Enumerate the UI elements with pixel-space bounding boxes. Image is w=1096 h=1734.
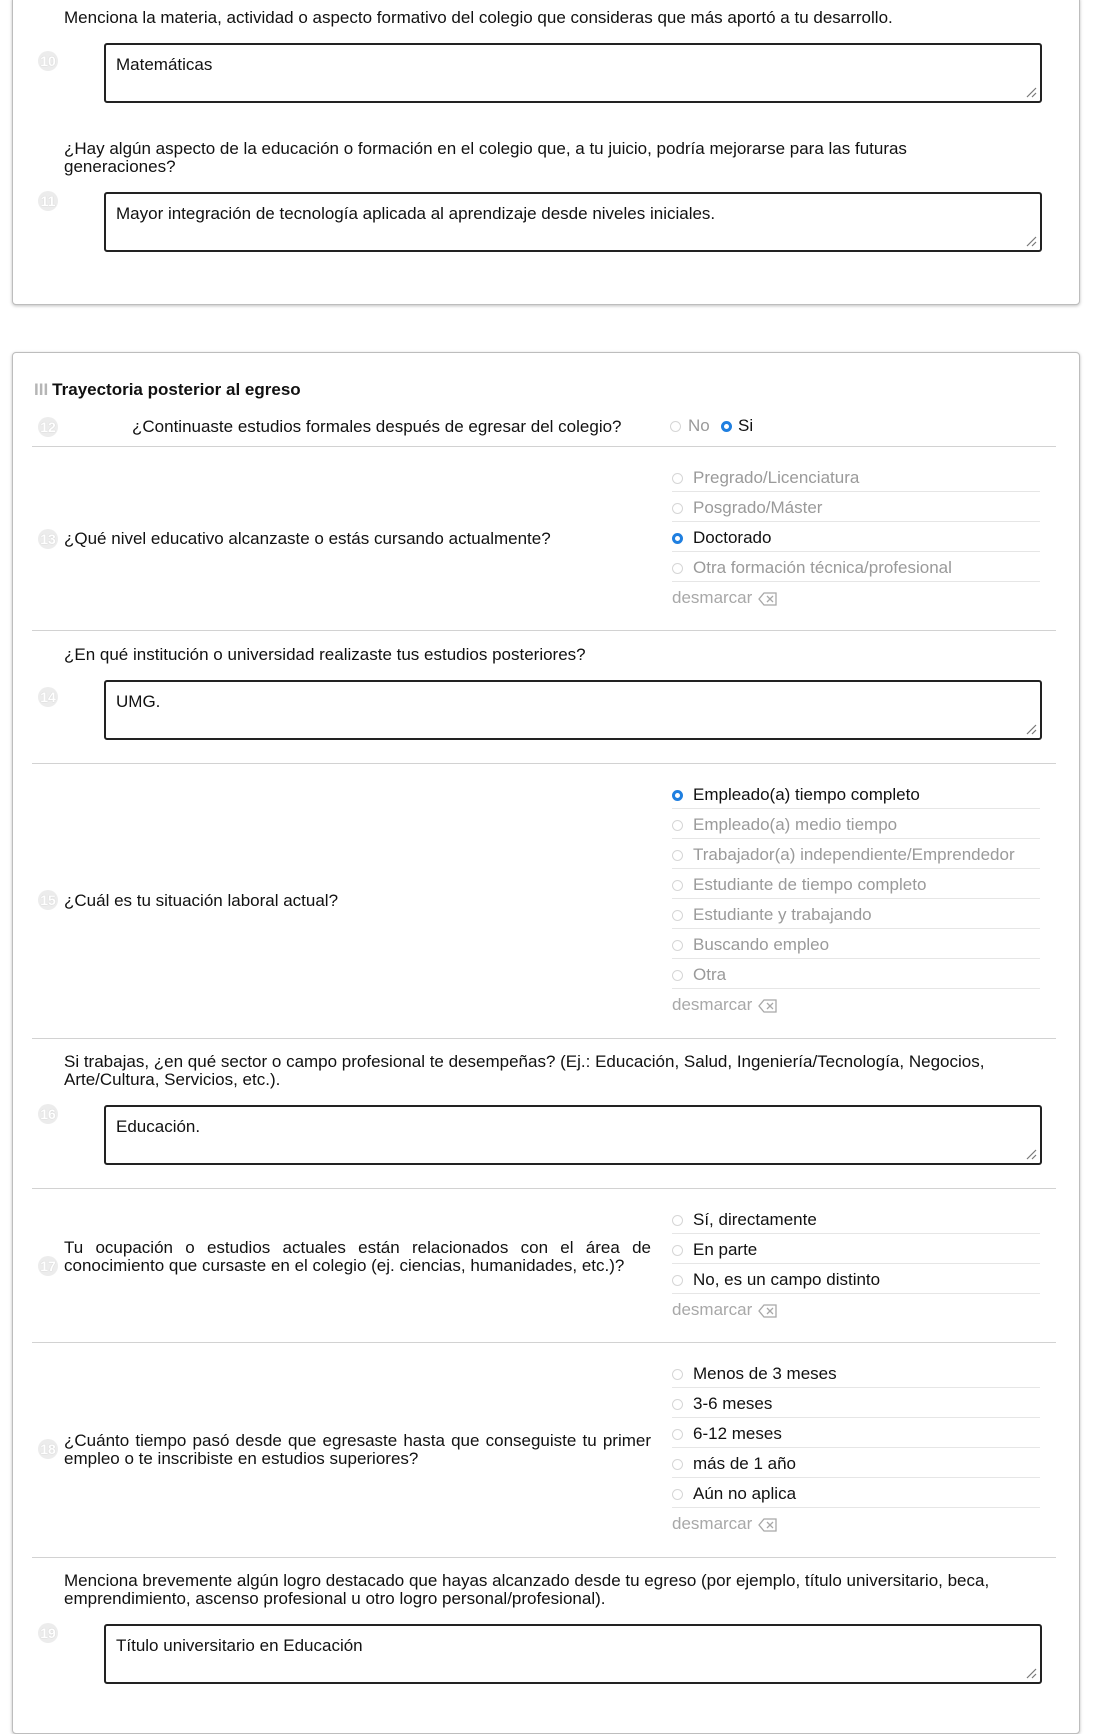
q15-option-label: Buscando empleo bbox=[693, 935, 830, 954]
radio-unchecked-icon[interactable] bbox=[672, 1459, 683, 1470]
section-roman-numeral: III bbox=[34, 380, 49, 399]
backspace-icon bbox=[758, 1304, 778, 1318]
backspace-icon bbox=[758, 592, 778, 606]
q13-option[interactable] bbox=[672, 463, 1040, 492]
q15-number-badge: 15 bbox=[38, 890, 58, 910]
q17-number-badge: 17 bbox=[38, 1256, 58, 1276]
radio-unchecked-icon[interactable] bbox=[672, 563, 683, 574]
q19-question: Menciona brevemente algún logro destacado que hayas alcanzado desde tu egreso (por ejemplo, título universitario, beca, emprendimiento, ascenso profesional u otro logro personal/profesional). bbox=[64, 1571, 990, 1608]
q14-question: ¿En qué institución o universidad realizaste tus estudios posteriores? bbox=[64, 645, 586, 664]
q14-answer-textarea[interactable] bbox=[104, 680, 1042, 740]
q12-option-no-label: No bbox=[688, 416, 710, 435]
q18-clear-button[interactable] bbox=[672, 1514, 778, 1534]
section-title-text: Trayectoria posterior al egreso bbox=[52, 380, 301, 399]
q13-question: ¿Qué nivel educativo alcanzaste o estás cursando actualmente? bbox=[64, 529, 551, 548]
q18-option-label: más de 1 año bbox=[693, 1454, 797, 1473]
divider bbox=[32, 1188, 1056, 1189]
q10-question: Menciona la materia, actividad o aspecto formativo del colegio que consideras que más aportó a tu desarrollo. bbox=[64, 8, 893, 27]
q15-option[interactable] bbox=[672, 930, 1040, 959]
q17-clear-button[interactable] bbox=[672, 1300, 778, 1320]
q15-option-label: Trabajador(a) independiente/Emprendedor bbox=[693, 845, 1015, 864]
q13-option[interactable] bbox=[672, 553, 1040, 582]
q16-question: Si trabajas, ¿en qué sector o campo profesional te desempeñas? (Ej.: Educación, Salud, Ingeniería/Tecnología, Negocios, Arte/Cultura, Servicios, etc.). bbox=[64, 1052, 985, 1089]
q12-question: ¿Continuaste estudios formales después de egresar del colegio? bbox=[132, 417, 622, 436]
q10-answer-textarea[interactable] bbox=[104, 43, 1042, 103]
q13-option-label: Doctorado bbox=[693, 528, 772, 547]
radio-unchecked-icon[interactable] bbox=[672, 910, 683, 921]
divider bbox=[32, 1038, 1056, 1039]
q15-option-label: Empleado(a) tiempo completo bbox=[693, 785, 920, 804]
radio-unchecked-icon[interactable] bbox=[672, 1215, 683, 1226]
q11-question: ¿Hay algún aspecto de la educación o formación en el colegio que, a tu juicio, podría mejorarse para las futuras generaciones? bbox=[64, 139, 907, 176]
q18-option[interactable] bbox=[672, 1479, 1040, 1508]
q15-question: ¿Cuál es tu situación laboral actual? bbox=[64, 891, 339, 910]
q18-option[interactable] bbox=[672, 1389, 1040, 1418]
q17-option[interactable] bbox=[672, 1265, 1040, 1294]
radio-unchecked-icon[interactable] bbox=[672, 940, 683, 951]
q13-option-label: Otra formación técnica/profesional bbox=[693, 558, 952, 577]
radio-unchecked-icon[interactable] bbox=[672, 820, 683, 831]
q13-option-label: Pregrado/Licenciatura bbox=[693, 468, 860, 487]
q17-question: Tu ocupación o estudios actuales están relacionados con el área de conocimiento que cursaste en el colegio (ej. ciencias, humanidades, etc.)? bbox=[64, 1238, 651, 1275]
q13-option[interactable] bbox=[672, 523, 1040, 552]
q18-option[interactable] bbox=[672, 1449, 1040, 1478]
clear-label: desmarcar bbox=[672, 995, 753, 1014]
q12-number-badge: 12 bbox=[38, 417, 58, 437]
q15-option[interactable] bbox=[672, 810, 1040, 839]
q18-question: ¿Cuánto tiempo pasó desde que egresaste hasta que conseguiste tu primer empleo o te inscribiste en estudios superiores? bbox=[64, 1431, 651, 1468]
resize-grip-icon[interactable] bbox=[1025, 1667, 1037, 1679]
q18-option-label: 3-6 meses bbox=[693, 1394, 773, 1413]
q13-number-badge: 13 bbox=[38, 529, 58, 549]
divider bbox=[32, 446, 1056, 447]
q10-number-badge: 10 bbox=[38, 51, 58, 71]
q15-option[interactable] bbox=[672, 870, 1040, 899]
radio-unchecked-icon[interactable] bbox=[672, 850, 683, 861]
resize-grip-icon[interactable] bbox=[1025, 235, 1037, 247]
q12-option-si-label: Si bbox=[738, 416, 754, 435]
q11-answer-text: Mayor integración de tecnología aplicada al aprendizaje desde niveles iniciales. bbox=[116, 204, 716, 223]
q18-option-label: 6-12 meses bbox=[693, 1424, 782, 1443]
q11-number-badge: 11 bbox=[38, 191, 58, 211]
radio-unchecked-icon[interactable] bbox=[672, 1275, 683, 1286]
q13-option-label: Posgrado/Máster bbox=[693, 498, 823, 517]
backspace-icon bbox=[758, 999, 778, 1013]
q19-answer-text: Título universitario en Educación bbox=[116, 1636, 363, 1655]
q13-option[interactable] bbox=[672, 493, 1040, 522]
q18-option[interactable] bbox=[672, 1359, 1040, 1388]
resize-grip-icon[interactable] bbox=[1025, 1148, 1037, 1160]
q14-answer-text: UMG. bbox=[116, 692, 161, 711]
radio-checked-icon[interactable] bbox=[672, 533, 683, 544]
q17-option[interactable] bbox=[672, 1205, 1040, 1234]
q19-answer-textarea[interactable] bbox=[104, 1624, 1042, 1684]
q15-option[interactable] bbox=[672, 840, 1040, 869]
q15-option-label: Estudiante y trabajando bbox=[693, 905, 872, 924]
q11-answer-textarea[interactable] bbox=[104, 192, 1042, 252]
radio-unchecked-icon[interactable] bbox=[672, 970, 683, 981]
radio-unchecked-icon[interactable] bbox=[672, 1429, 683, 1440]
divider bbox=[32, 1342, 1056, 1343]
q15-option-label: Estudiante de tiempo completo bbox=[693, 875, 927, 894]
radio-checked-icon[interactable] bbox=[672, 790, 683, 801]
q15-option-label: Empleado(a) medio tiempo bbox=[693, 815, 898, 834]
q17-option[interactable] bbox=[672, 1235, 1040, 1264]
q18-number-badge: 18 bbox=[38, 1439, 58, 1459]
q10-answer-text: Matemáticas bbox=[116, 55, 213, 74]
divider bbox=[32, 630, 1056, 631]
resize-grip-icon[interactable] bbox=[1025, 86, 1037, 98]
radio-unchecked-icon[interactable] bbox=[672, 1489, 683, 1500]
q18-option-label: Aún no aplica bbox=[693, 1484, 797, 1503]
radio-unchecked-icon[interactable] bbox=[672, 1245, 683, 1256]
radio-checked-icon[interactable] bbox=[721, 421, 732, 432]
q15-option[interactable] bbox=[672, 780, 1040, 809]
q14-number-badge: 14 bbox=[38, 687, 58, 707]
radio-unchecked-icon[interactable] bbox=[672, 1399, 683, 1410]
q16-answer-text: Educación. bbox=[116, 1117, 201, 1136]
radio-unchecked-icon[interactable] bbox=[672, 1369, 683, 1380]
q16-number-badge: 16 bbox=[38, 1104, 58, 1124]
clear-label: desmarcar bbox=[672, 588, 753, 607]
radio-unchecked-icon[interactable] bbox=[672, 473, 683, 484]
q16-answer-textarea[interactable] bbox=[104, 1105, 1042, 1165]
divider bbox=[32, 1557, 1056, 1558]
q18-option-label: Menos de 3 meses bbox=[693, 1364, 837, 1383]
q15-option[interactable] bbox=[672, 900, 1040, 929]
q15-option[interactable] bbox=[672, 960, 1040, 989]
q19-number-badge: 19 bbox=[38, 1623, 58, 1643]
divider bbox=[32, 763, 1056, 764]
resize-grip-icon[interactable] bbox=[1025, 723, 1037, 735]
q18-option[interactable] bbox=[672, 1419, 1040, 1448]
radio-unchecked-icon[interactable] bbox=[672, 880, 683, 891]
q15-option-label: Otra bbox=[693, 965, 727, 984]
clear-label: desmarcar bbox=[672, 1300, 753, 1319]
q13-clear-button[interactable] bbox=[672, 588, 778, 608]
backspace-icon bbox=[758, 1518, 778, 1532]
clear-label: desmarcar bbox=[672, 1514, 753, 1533]
radio-unchecked-icon[interactable] bbox=[672, 503, 683, 514]
q17-option-label: En parte bbox=[693, 1240, 758, 1259]
q17-option-label: No, es un campo distinto bbox=[693, 1270, 881, 1289]
section-title bbox=[34, 380, 301, 400]
q15-clear-button[interactable] bbox=[672, 995, 778, 1015]
q17-option-label: Sí, directamente bbox=[693, 1210, 817, 1229]
radio-unchecked-icon[interactable] bbox=[670, 421, 681, 432]
